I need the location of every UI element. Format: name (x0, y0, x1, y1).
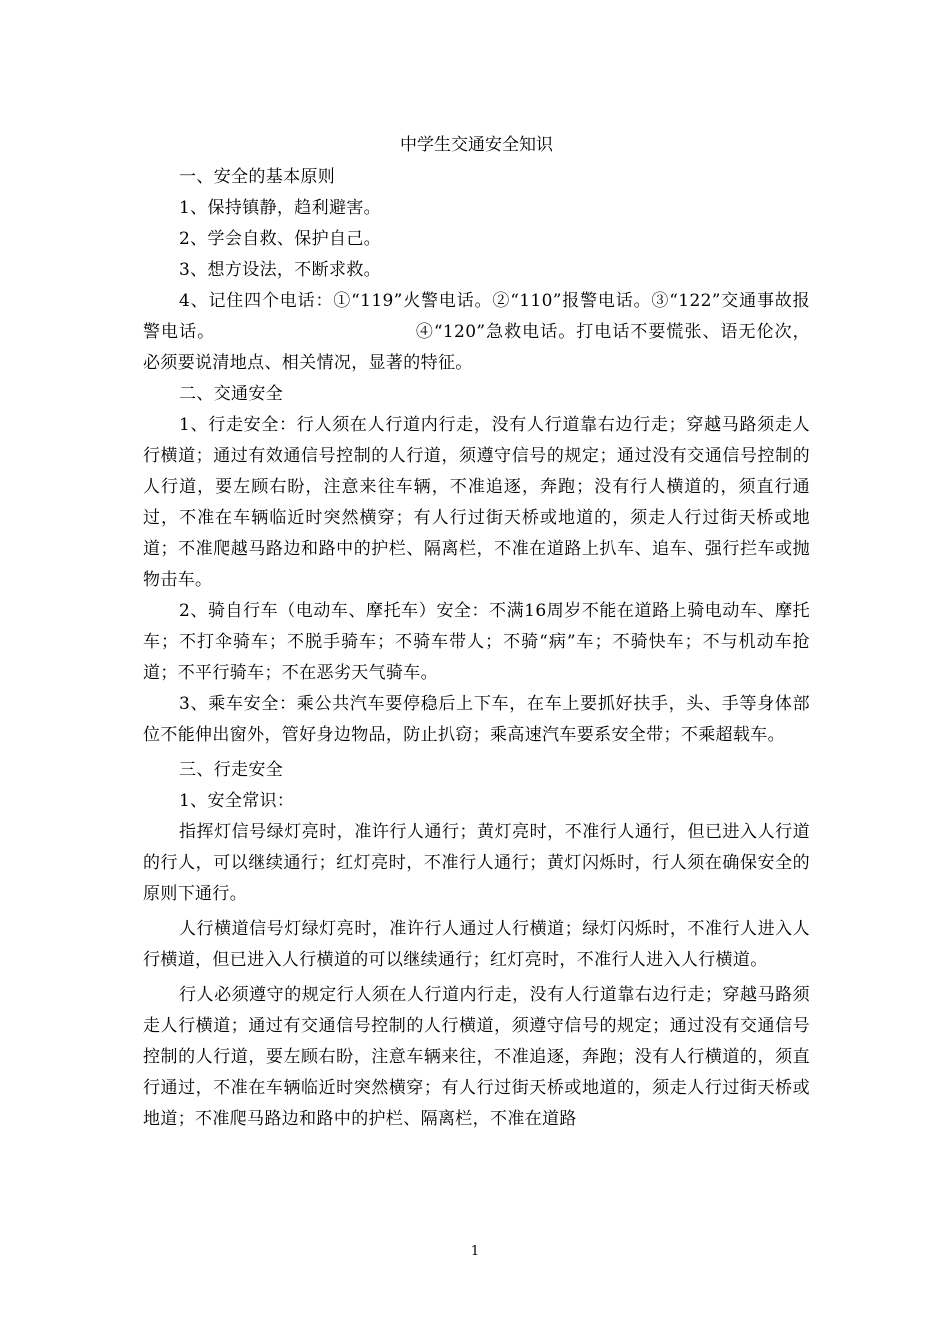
traffic-walking-paragraph: 1、行走安全：行人须在人行道内行走，没有人行道靠右边行走；穿越马路须走人行横道；通过有效通信号控制的人行道，须遵守信号的规定；通过没有交通信号控制的人行道，要左顾右盼，注意来往车辆，不准追逐，奔跑；没有行人横道的，须直行通过，不准在车辆临近时突然横穿；有人行过街天桥或地道的，须走人行过街天桥或地道；不准爬越马路边和路中的护栏、隔离栏，不准在道路上扒车、追车、强行拦车或抛物击车。 (143, 415, 810, 590)
walking-rules-paragraph: 行人必须遵守的规定行人须在人行道内行走，没有人行道靠右边行走；穿越马路须走人行横道；通过有交通信号控制的人行横道，须遵守信号的规定；通过没有交通信号控制的人行道，要左顾右盼，注意车辆来往，不准追逐，奔跑；没有人行横道的，须直行通过，不准在车辆临近时突然横穿；有人行过街天桥或地道的，须走人行过街天桥或地道；不准爬马路边和路中的护栏、隔离栏，不准在道路 (143, 985, 810, 1129)
principle-item-4-phones (143, 286, 810, 379)
page-number: 1 (470, 1244, 480, 1259)
traffic-riding-paragraph: 3、乘车安全：乘公共汽车要停稳后上下车，在车上要抓好扶手，头、手等身体部位不能伸出窗外，管好身边物品，防止扒窃；乘高速汽车要系安全带；不乘超载车。 (143, 694, 810, 745)
section-heading-walking: 三、行走安全 (179, 760, 284, 780)
walking-common-sense-heading: 1、安全常识： (179, 791, 295, 811)
document-body (143, 128, 810, 1135)
walking-crosswalk-signal-paragraph: 人行横道信号灯绿灯亮时，准许行人通过人行横道；绿灯闪烁时，不准行人进入人行横道，但已进入人行横道的可以继续通行；红灯亮时，不准行人进入人行横道。 (143, 919, 810, 970)
principle-item-2: 2、学会自救、保护自己。 (179, 229, 382, 249)
section-heading-principles: 一、安全的基本原则 (179, 167, 336, 187)
walking-signal-light-paragraph: 指挥灯信号绿灯亮时，准许行人通行；黄灯亮时，不准行人通行，但已进入人行道的行人，可以继续通行；红灯亮时，不准行人通行；黄灯闪烁时，行人须在确保安全的原则下通行。 (143, 822, 810, 904)
principle-item-3: 3、想方设法，不断求救。 (179, 260, 382, 280)
phones-text-part1: 4、记住四个电话：①“119”火警电话。②“110”报警电话。③“122”交通事故报警电话。 (143, 291, 810, 342)
section-heading-traffic: 二、交通安全 (179, 384, 284, 404)
principle-item-1: 1、保持镇静，趋利避害。 (179, 198, 382, 218)
traffic-cycling-paragraph: 2、骑自行车（电动车、摩托车）安全：不满16周岁不能在道路上骑电动车、摩托车；不打伞骑车；不脱手骑车；不骑车带人；不骑“病”车；不骑快车；不与机动车抢道；不平行骑车；不在恶劣天气骑车。 (143, 601, 810, 683)
phones-text-part2: ④“120”急救电话。打电话不要慌张、语无伦次，必须要说清地点、相关情况，显著的特征。 (143, 322, 811, 373)
document-title: 中学生交通安全知识 (400, 135, 553, 155)
